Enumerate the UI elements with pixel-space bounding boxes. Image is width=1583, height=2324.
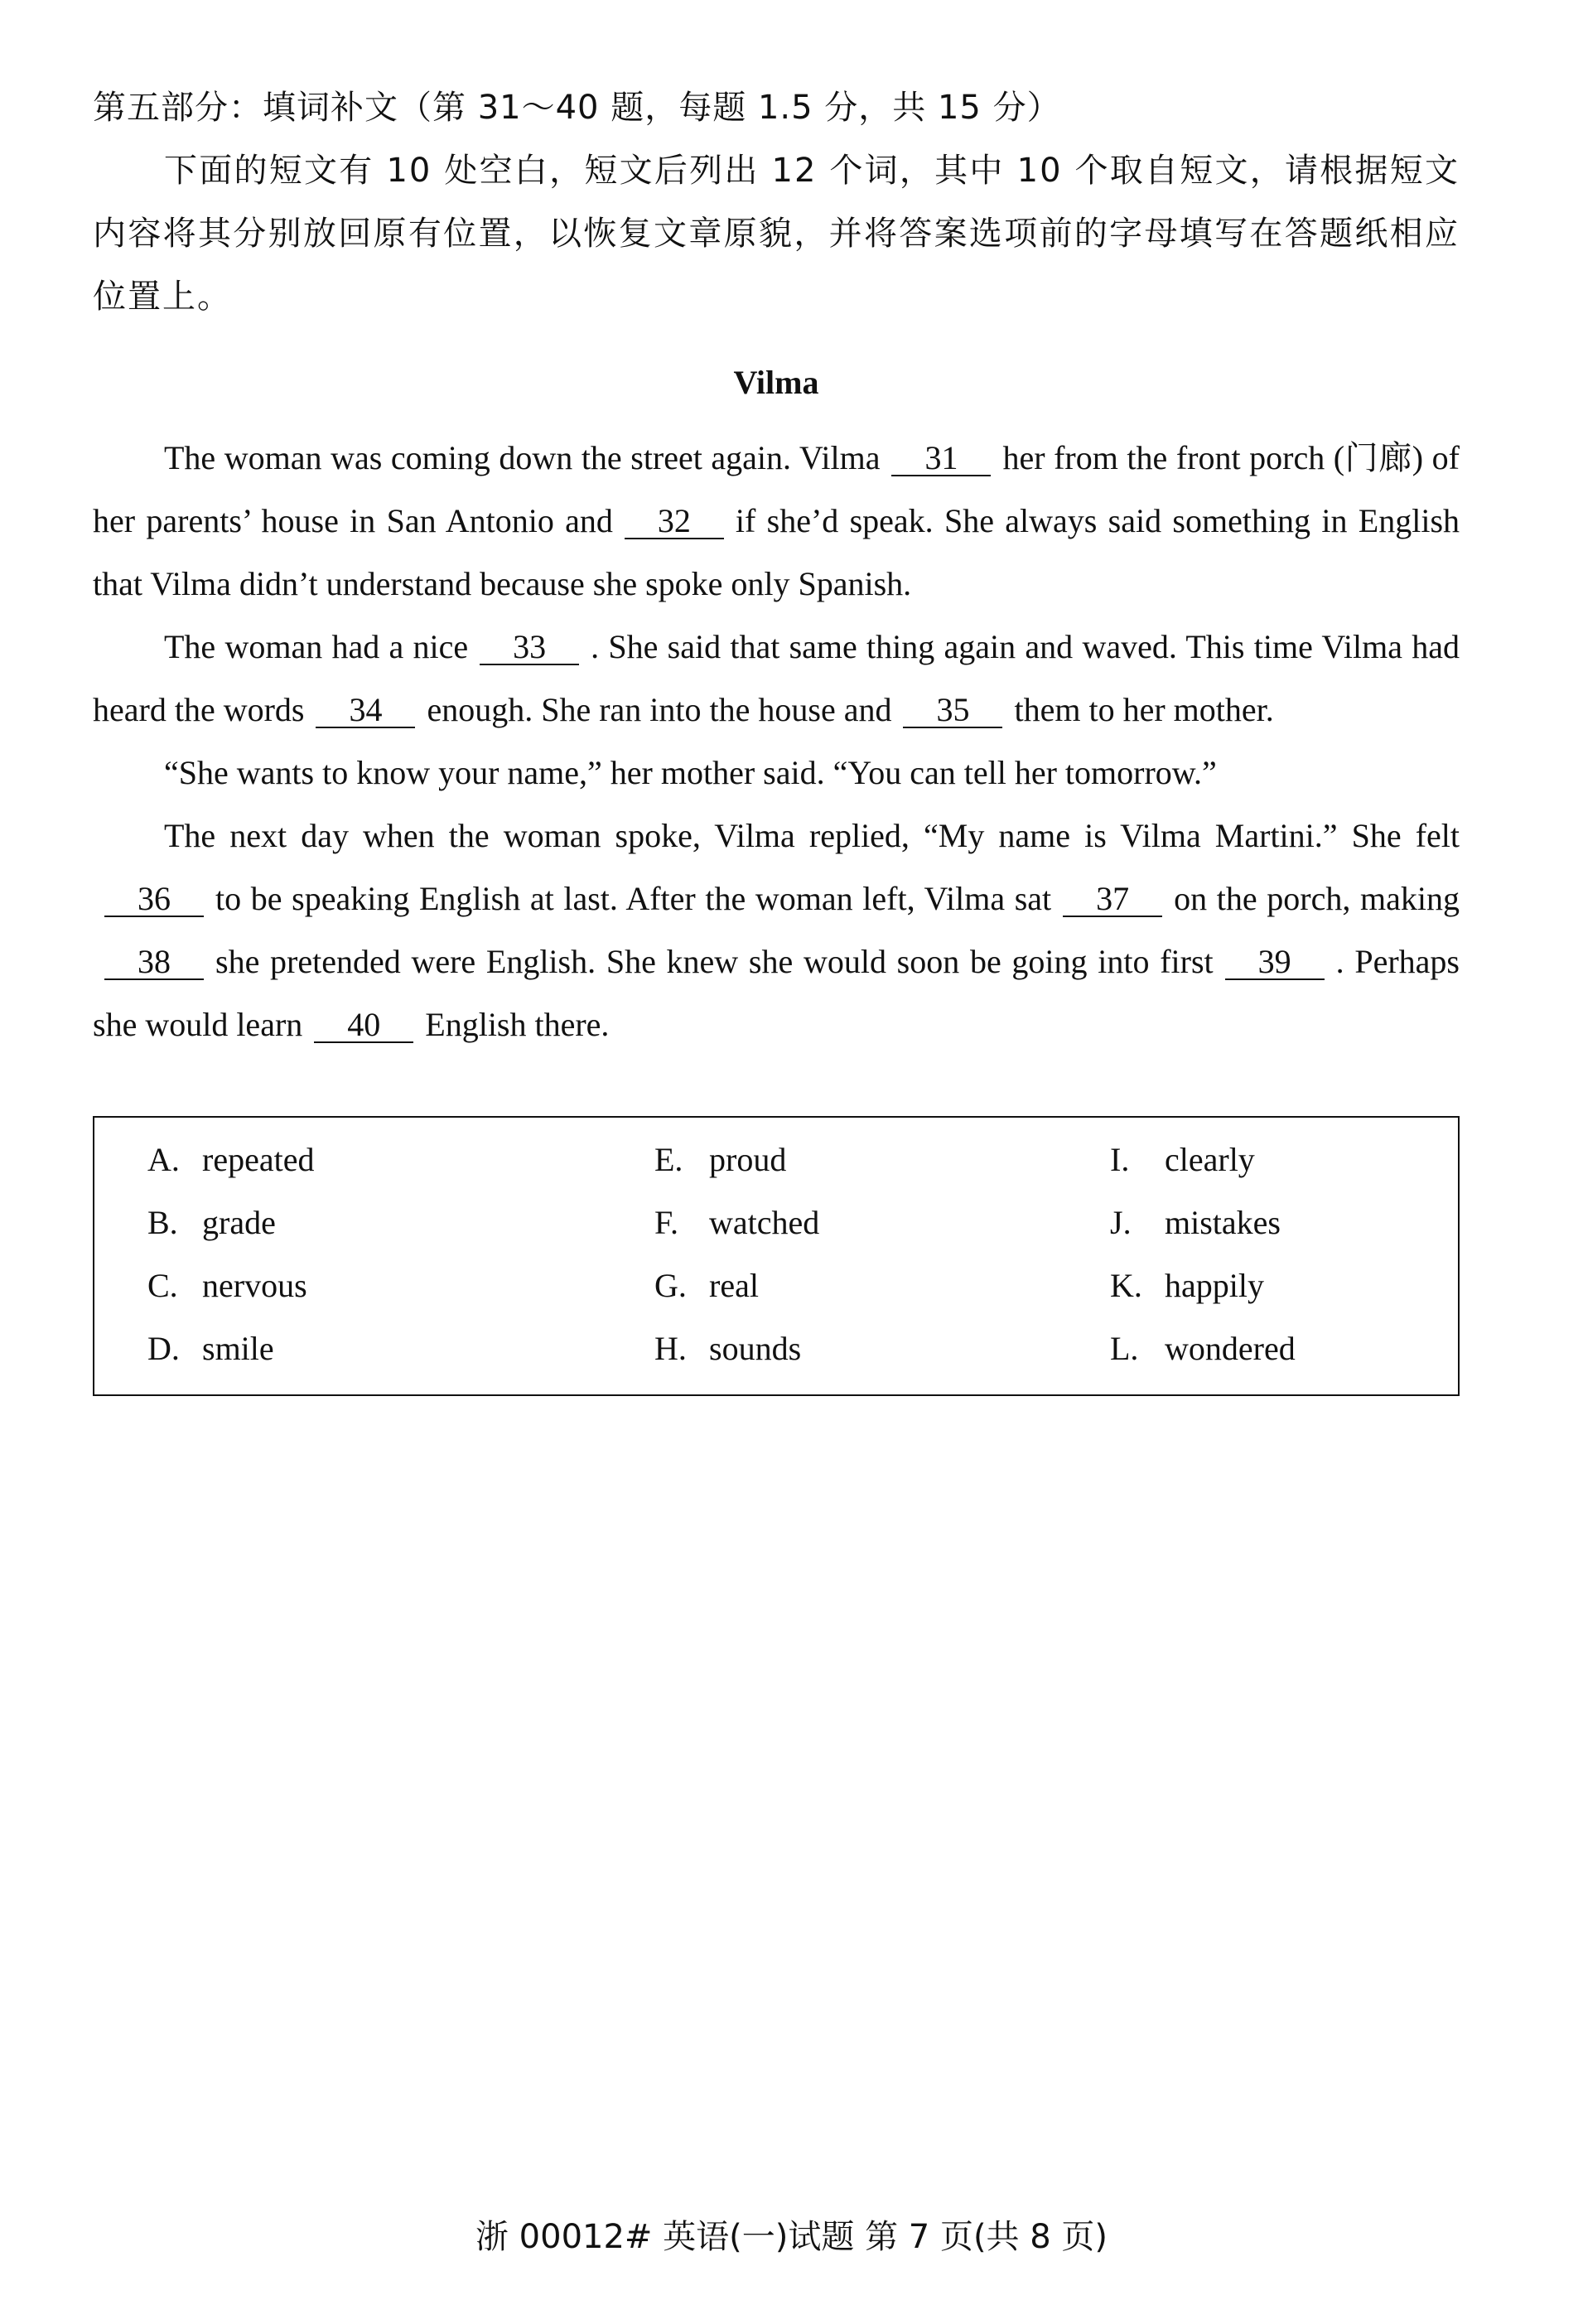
paragraph-text: enough. She ran into the house and	[427, 691, 892, 728]
blank-40: 40	[314, 1008, 413, 1043]
option-g	[601, 1259, 1057, 1313]
option-word: real	[709, 1267, 759, 1304]
section-instructions: 下面的短文有 10 处空白，短文后列出 12 个词，其中 10 个取自短文，请根据短文内容将其分别放回原有位置，以恢复文章原貌，并将答案选项前的字母填写在答题纸相应位置上。	[93, 152, 1460, 316]
word-options-box	[93, 1116, 1460, 1396]
option-letter: L.	[1110, 1330, 1139, 1367]
option-letter: I.	[1110, 1141, 1130, 1178]
page-footer: 浙 00012# 英语(一)试题 第 7 页(共 8 页)	[475, 2218, 1108, 2256]
option-e	[601, 1133, 1057, 1187]
option-word: wondered	[1165, 1330, 1296, 1367]
option-word: repeated	[202, 1141, 315, 1178]
exam-page	[93, 83, 1460, 1396]
option-letter: E.	[654, 1141, 683, 1178]
option-k	[1057, 1259, 1455, 1313]
option-word: happily	[1165, 1267, 1264, 1304]
passage-paragraph-3: “She wants to know your name,” her mother said. “You can tell her tomorrow.”	[164, 754, 1217, 791]
option-word: smile	[202, 1330, 274, 1367]
option-letter: J.	[1110, 1204, 1132, 1241]
paragraph-text: . Perhaps she would learn	[93, 943, 1460, 1043]
paragraph-text: she pretended were English. She knew she would soon be going into first	[215, 943, 1214, 980]
blank-31: 31	[891, 442, 991, 476]
option-letter: G.	[654, 1267, 687, 1304]
option-letter: K.	[1110, 1267, 1142, 1304]
option-d	[94, 1321, 601, 1376]
paragraph-text: English there.	[425, 1006, 610, 1043]
option-f	[601, 1196, 1057, 1250]
blank-38: 38	[104, 945, 204, 980]
option-j	[1057, 1196, 1455, 1250]
blank-34: 34	[316, 693, 415, 728]
blank-33: 33	[480, 631, 579, 665]
passage-paragraph-1	[93, 427, 1460, 616]
blank-37: 37	[1063, 882, 1162, 917]
section-header: 第五部分：填词补文（第 31～40 题，每题 1.5 分，共 15 分）	[93, 89, 1061, 127]
option-word: grade	[202, 1204, 276, 1241]
option-word: watched	[709, 1204, 820, 1241]
paragraph-text: The woman had a nice	[164, 628, 469, 665]
paragraph-text: to be speaking English at last. After the woman left, Vilma sat	[215, 880, 1052, 917]
option-word: clearly	[1165, 1141, 1255, 1178]
paragraph-text: . She said that same thing again and waved. This time Vilma had heard the words	[93, 628, 1460, 728]
passage-paragraph-2	[93, 616, 1460, 742]
option-i	[1057, 1133, 1455, 1187]
passage-paragraph-4	[93, 804, 1460, 1056]
option-h	[601, 1321, 1057, 1376]
option-c	[94, 1259, 601, 1313]
option-word: mistakes	[1165, 1204, 1281, 1241]
paragraph-text: if she’d speak. She always said something in English that Vilma didn’t understand because she spoke only Spanish.	[93, 502, 1460, 602]
option-a	[94, 1133, 601, 1187]
passage-title: Vilma	[733, 364, 819, 401]
paragraph-text: on the porch, making	[1174, 880, 1460, 917]
option-l	[1057, 1321, 1455, 1376]
paragraph-text: The next day when the woman spoke, Vilma replied, “My name is Vilma Martini.” She felt	[164, 817, 1460, 854]
blank-32: 32	[625, 505, 724, 539]
option-letter: B.	[147, 1204, 178, 1241]
option-letter: D.	[147, 1330, 180, 1367]
option-b	[94, 1196, 601, 1250]
paragraph-text: her from the front porch (门廊) of her parents’ house in San Antonio and	[93, 439, 1460, 539]
option-letter: F.	[654, 1204, 679, 1241]
option-letter: C.	[147, 1267, 178, 1304]
option-letter: A.	[147, 1141, 180, 1178]
option-word: sounds	[709, 1330, 802, 1367]
paragraph-text: them to her mother.	[1014, 691, 1274, 728]
blank-36: 36	[104, 882, 204, 917]
blank-39: 39	[1225, 945, 1325, 980]
option-word: nervous	[202, 1267, 307, 1304]
option-word: proud	[709, 1141, 787, 1178]
paragraph-text: The woman was coming down the street again. Vilma	[164, 439, 881, 476]
blank-35: 35	[903, 693, 1002, 728]
option-letter: H.	[654, 1330, 687, 1367]
